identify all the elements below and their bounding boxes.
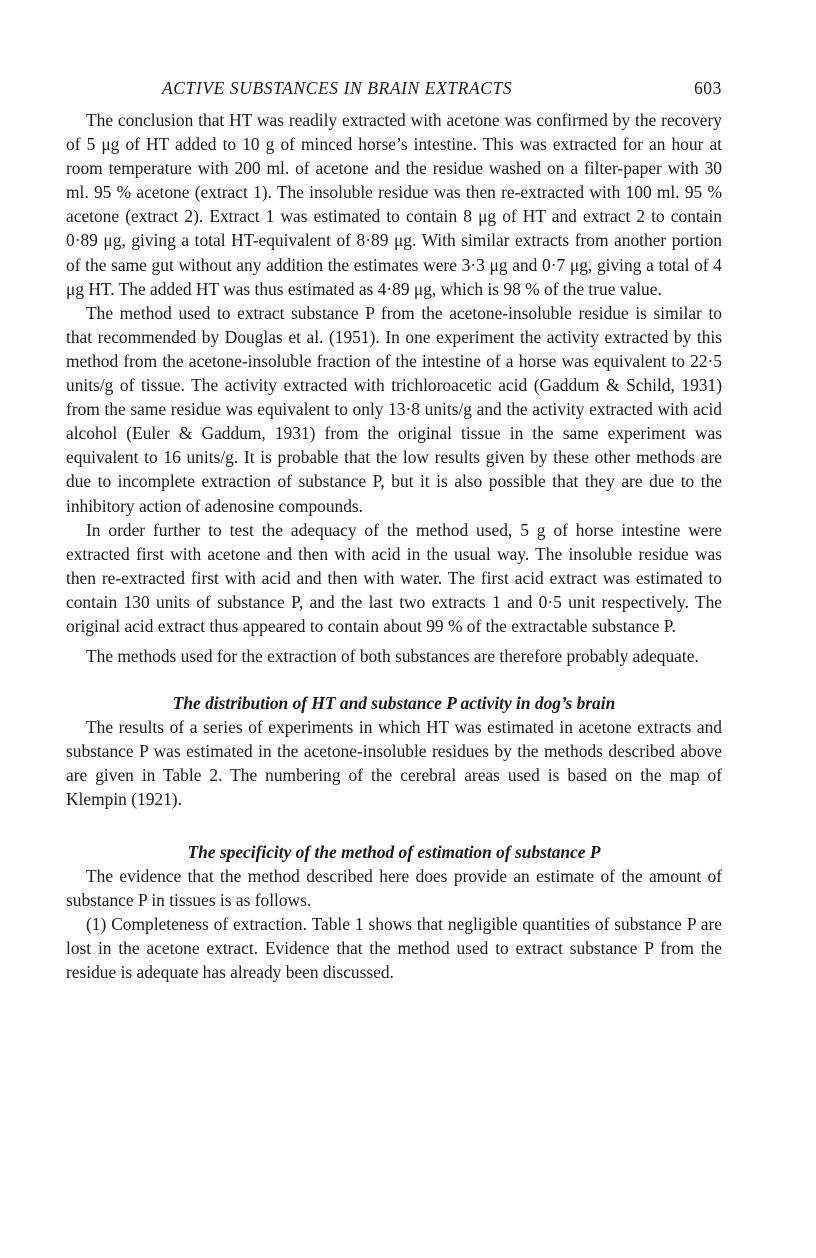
section-heading-distribution: The distribution of HT and substance P activity in dog’s brain [172, 693, 616, 714]
paragraph-substance-p-method: The method used to extract substance P from the acetone-insoluble residue is similar to that recommended by Douglas et al. (1951). In one experiment the activity extracted by this method from the acetone-insoluble fraction of the intestine of a horse was equivalent to 22·5 units/g of tissue. The activity extracted with trichloroacetic acid (Gaddum & Schild, 1931) from the same residue was equivalent to only 13·8 units/g and the activity extracted with acid alcohol (Euler & Gaddum, 1931) from the original tissue in the same experiment was equivalent to 16 units/g. It is probable that the low results given by these other methods are due to incomplete extraction of substance P, but it is also possible that they are due to the inhibitory action of adenosine compounds. [66, 302, 722, 516]
page-number: 603 [693, 78, 722, 98]
page [66, 78, 722, 984]
paragraph-methods-adequate: The methods used for the extraction of both substances are therefore probably adequate. [86, 646, 699, 667]
paragraph-ht-recovery: The conclusion that HT was readily extracted with acetone was confirmed by the recovery of 5 μg of HT added to 10 g of minced horse’s intestine. This was extracted for an hour at room temperature with 200 ml. of acetone and the residue washed on a filter-paper with 30 ml. 95 % acetone (extract 1). The insoluble residue was then re-extracted with 100 ml. 95 % acetone (extract 2). Extract 1 was estimated to contain 8 μg of HT and extract 2 to contain 0·89 μg, giving a total HT-equivalent of 8·89 μg. With similar extracts from another portion of the same gut without any addition the estimates were 3·3 μg and 0·7 μg, giving a total of 4 μg HT. The added HT was thus estimated as 4·89 μg, which is 98 % of the true value. [66, 110, 722, 299]
running-title: ACTIVE SUBSTANCES IN BRAIN EXTRACTS [162, 78, 513, 98]
paragraph-specificity-intro: The evidence that the method described here does provide an estimate of the amount of substance P in tissues is as follows. [66, 865, 722, 910]
paragraph-distribution: The results of a series of experiments in which HT was estimated in acetone extracts and substance P was estimated in the acetone-insoluble residues by the methods described above are given in Table 2. The numbering of the cerebral areas used is based on the map of Klempin (1921). [66, 717, 722, 810]
running-header [66, 78, 722, 108]
paragraph-adequacy-test: In order further to test the adequacy of the method used, 5 g of horse intestine were extracted first with acetone and then with acid in the usual way. The insoluble residue was then re-extracted first with acid and then with water. The first acid extract was estimated to contain 130 units of substance P, and the last two extracts 1 and 0·5 unit respectively. The original acid extract thus appeared to contain about 99 % of the extractable substance P. [66, 519, 722, 636]
section-heading-specificity: The specificity of the method of estimation of substance P [187, 841, 601, 862]
paragraph-completeness-extraction: (1) Completeness of extraction. Table 1 shows that negligible quantities of substance P are lost in the acetone extract. Evidence that the method used to extract substance P from the residue is adequate has already been discussed. [66, 913, 722, 982]
